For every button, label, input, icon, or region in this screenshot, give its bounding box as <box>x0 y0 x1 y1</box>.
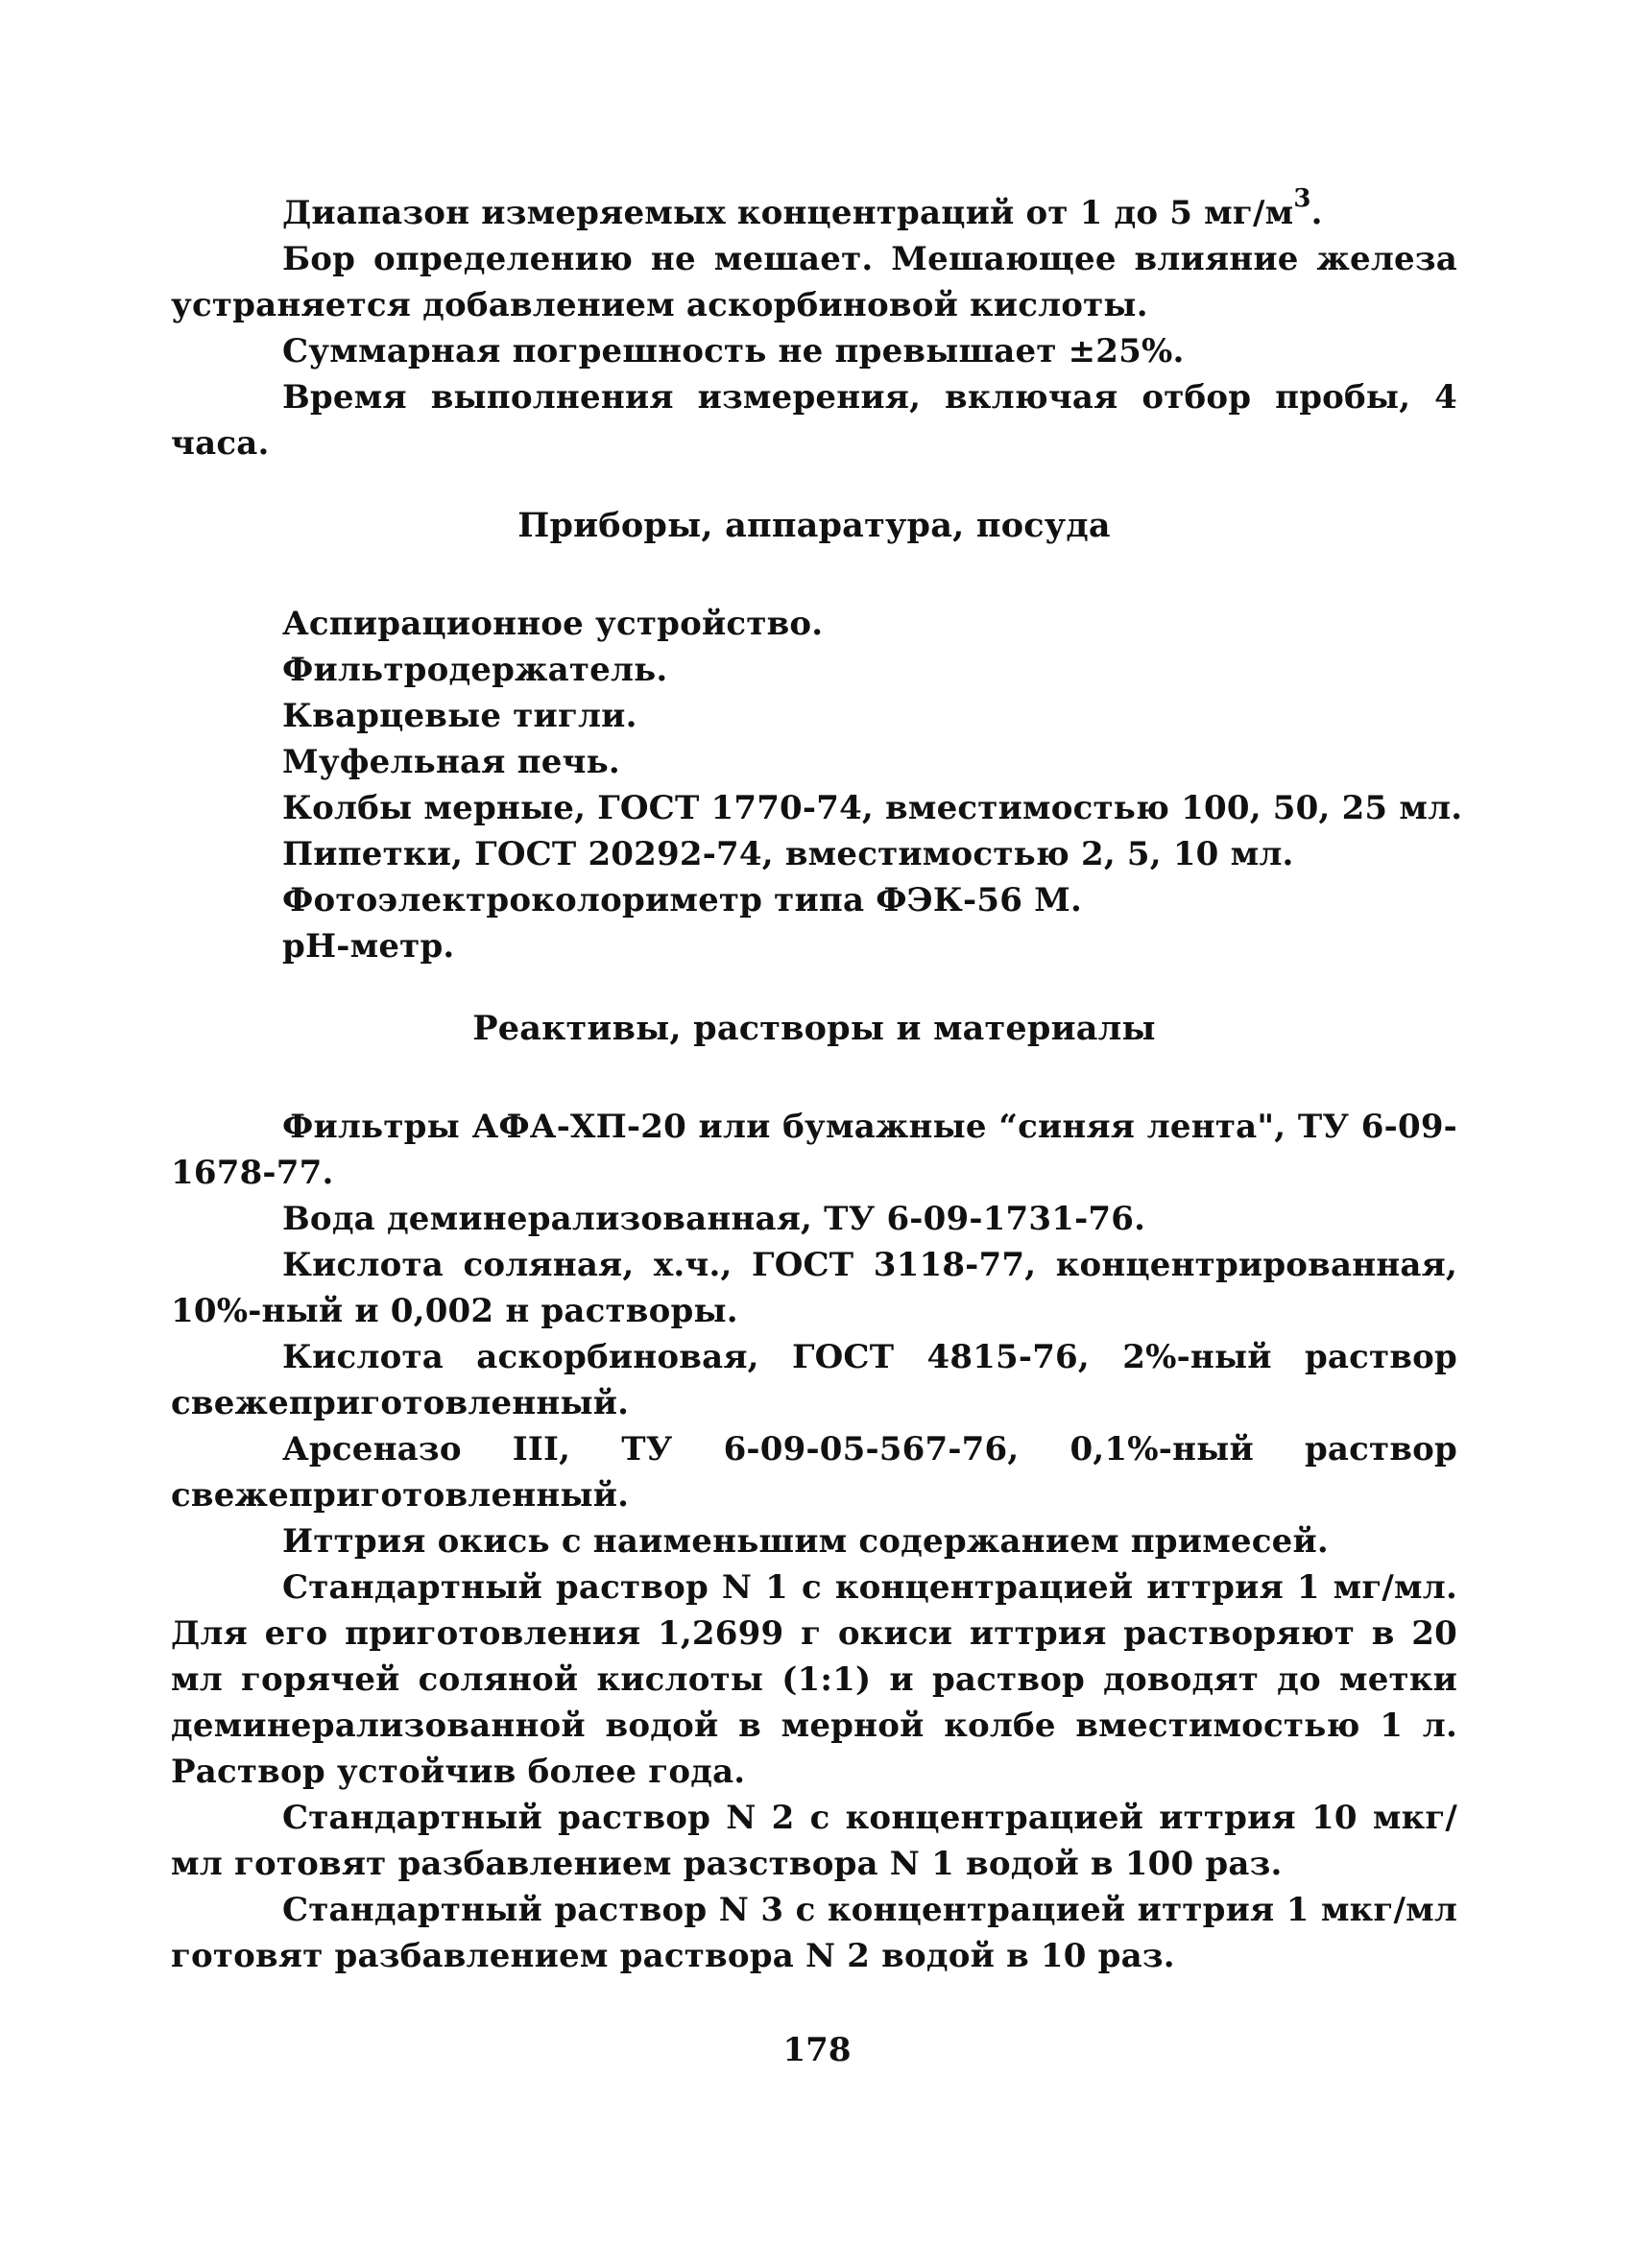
equipment-item: Фотоэлектроколориметр типа ФЭК-56 М. <box>282 881 1082 919</box>
equipment-item: Пипетки, ГОСТ 20292-74, вместимостью 2, 5, 10 мл. <box>282 835 1294 873</box>
range-end: . <box>1310 194 1323 232</box>
equipment-item: Фильтродержатель. <box>282 651 668 689</box>
reagents-list <box>171 1104 1457 1979</box>
time-paragraph: Время выполнения измерения, включая отбор пробы, 4 часа. <box>171 378 1457 463</box>
equipment-item: Кварцевые тигли. <box>282 697 637 735</box>
reagent-item: Кислота аскорбиновая, ГОСТ 4815-76, 2%-ный раствор свежеприготовленный. <box>171 1338 1457 1422</box>
reagents-heading: Реактивы, растворы и материалы <box>472 1009 1156 1048</box>
reagent-item: Арсеназо III, ТУ 6-09-05-567-76, 0,1%-ный раствор свежеприготовленный. <box>171 1430 1457 1515</box>
equipment-heading: Приборы, аппаратура, посуда <box>517 506 1111 545</box>
reagent-item: Стандартный раствор N 2 с концентрацией иттрия 10 мкг/мл готовят разбавлением разствора N 1 водой в 100 раз. <box>171 1799 1457 1883</box>
reagent-item: Стандартный раствор N 3 с концентрацией иттрия 1 мкг/мл готовят разбавлением раствора N 2 водой в 10 раз. <box>171 1891 1457 1975</box>
page-number: 178 <box>782 2031 852 2069</box>
error-paragraph: Суммарная погрешность не превышает ±25%. <box>282 332 1185 370</box>
range-superscript: 3 <box>1293 183 1311 213</box>
range-paragraph <box>171 183 1457 236</box>
page-body <box>171 183 1463 1979</box>
equipment-item: Муфельная печь. <box>282 743 620 781</box>
reagent-item: Иттрия окись с наименьшим содержанием примесей. <box>282 1522 1329 1561</box>
equipment-item: Колбы мерные, ГОСТ 1770-74, вместимостью 100, 50, 25 мл. <box>282 789 1463 827</box>
reagent-item: Фильтры АФА-ХП-20 или бумажные “синяя лента", ТУ 6-09-1678-77. <box>171 1108 1457 1192</box>
equipment-item: pH-метр. <box>282 927 455 966</box>
reagent-item: Вода деминерализованная, ТУ 6-09-1731-76. <box>282 1200 1146 1238</box>
interference-paragraph: Бор определению не мешает. Мешающее влияние железа устраняется добавлением аскорбиновой кислоты. <box>171 240 1457 324</box>
equipment-list <box>171 601 1463 969</box>
reagent-item: Кислота соляная, х.ч., ГОСТ 3118-77, концентрированная, 10%-ный и 0,002 н растворы. <box>171 1246 1457 1330</box>
reagent-item: Стандартный раствор N 1 с концентрацией иттрия 1 мг/мл. Для его приготовления 1,2699 г окиси иттрия растворяют в 20 мл горячей соляной кислоты (1:1) и раствор доводят до метки деминерализованной водой в мерной колбе вместимостью 1 л. Раствор устойчив более года. <box>171 1568 1457 1791</box>
equipment-item: Аспирационное устройство. <box>282 605 824 643</box>
range-text: Диапазон измеряемых концентраций от 1 до 5 мг/м <box>282 194 1294 232</box>
